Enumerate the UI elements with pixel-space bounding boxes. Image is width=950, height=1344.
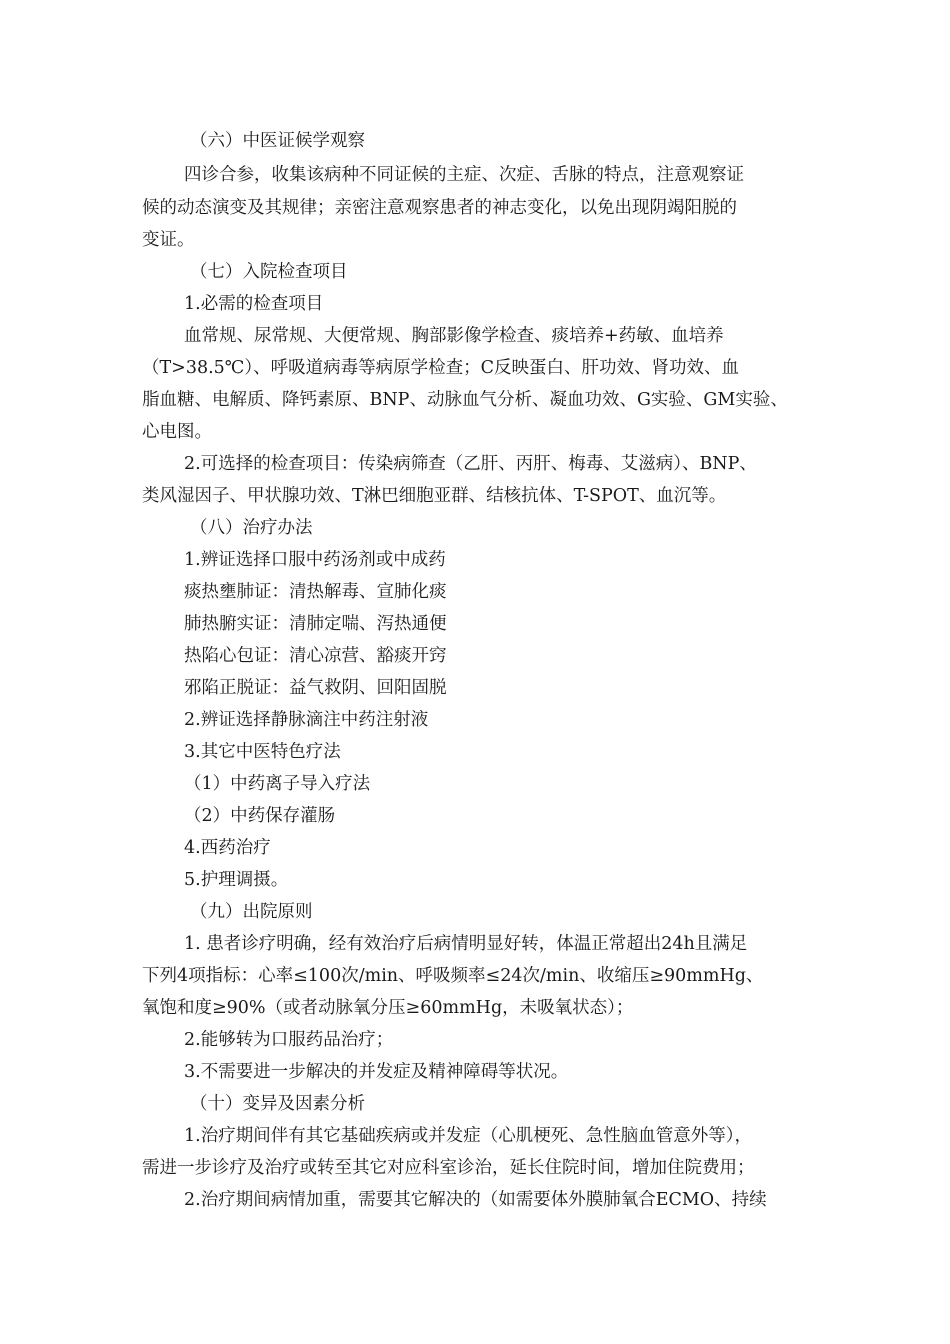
list-item: 肺热腑实证：清肺定喘、泻热通便 xyxy=(184,614,447,634)
paragraph-line: 2.可选择的检查项目：传染病筛查（乙肝、丙肝、梅毒、艾滋病）、BNP、 xyxy=(184,454,757,474)
paragraph-line: 需进一步诊疗及治疗或转至其它对应科室诊治，延长住院时间，增加住院费用； xyxy=(142,1158,755,1178)
paragraph-line: 血常规、尿常规、大便常规、胸部影像学检查、痰培养+药敏、血培养 xyxy=(184,326,724,346)
section-heading-10: （十）变异及因素分析 xyxy=(190,1094,365,1114)
subheading: 1.必需的检查项目 xyxy=(184,294,324,314)
paragraph-line: 下列4项指标：心率≤100次/min、呼吸频率≤24次/min、收缩压≥90mmHg、 xyxy=(142,966,764,986)
paragraph-line: 2.治疗期间病情加重，需要其它解决的（如需要体外膜肺氧合ECMO、持续 xyxy=(184,1190,767,1210)
subheading: 5.护理调摄。 xyxy=(184,870,289,890)
paragraph-line: 四诊合参，收集该病种不同证候的主症、次症、舌脉的特点，注意观察证 xyxy=(184,165,744,185)
paragraph-line: 脂血糖、电解质、降钙素原、BNP、动脉血气分析、凝血功效、G实验、GM实验、 xyxy=(142,390,788,410)
paragraph-line: 心电图。 xyxy=(142,422,212,442)
section-heading-9: （九）出院原则 xyxy=(190,902,313,922)
paragraph-line: （T>38.5℃）、呼吸道病毒等病原学检查；C反映蛋白、肝功效、肾功效、血 xyxy=(142,358,740,378)
section-heading-7: （七）入院检查项目 xyxy=(190,262,348,282)
list-item: （2）中药保存灌肠 xyxy=(184,806,336,826)
subheading: 1.辨证选择口服中药汤剂或中成药 xyxy=(184,550,446,570)
subheading: 4.西药治疗 xyxy=(184,838,271,858)
list-item: 3.不需要进一步解决的并发症及精神障碍等状况。 xyxy=(184,1062,569,1082)
section-heading-8: （八）治疗办法 xyxy=(190,518,313,538)
list-item: 邪陷正脱证：益气救阴、回阳固脱 xyxy=(184,678,447,698)
paragraph-line: 1. 患者诊疗明确，经有效治疗后病情明显好转，体温正常超出24h且满足 xyxy=(184,934,748,954)
list-item: 热陷心包证：清心凉营、豁痰开窍 xyxy=(184,646,447,666)
paragraph-line: 1.治疗期间伴有其它基础疾病或并发症（心肌梗死、急性脑血管意外等）， xyxy=(184,1126,752,1146)
list-item: （1）中药离子导入疗法 xyxy=(184,774,371,794)
list-item: 2.能够转为口服药品治疗； xyxy=(184,1030,394,1050)
paragraph-line: 类风湿因子、甲状腺功效、T淋巴细胞亚群、结核抗体、T-SPOT、血沉等。 xyxy=(142,486,727,506)
subheading: 2.辨证选择静脉滴注中药注射液 xyxy=(184,710,429,730)
section-heading-6: （六）中医证候学观察 xyxy=(190,131,365,151)
subheading: 3.其它中医特色疗法 xyxy=(184,742,341,762)
paragraph-line: 候的动态演变及其规律；亲密注意观察患者的神志变化，以免出现阴竭阳脱的 xyxy=(142,198,737,218)
paragraph-line: 氧饱和度≥90%（或者动脉氧分压≥60mmHg，未吸氧状态）； xyxy=(142,998,634,1018)
paragraph-line: 变证。 xyxy=(142,230,195,250)
list-item: 痰热壅肺证：清热解毒、宣肺化痰 xyxy=(184,582,447,602)
